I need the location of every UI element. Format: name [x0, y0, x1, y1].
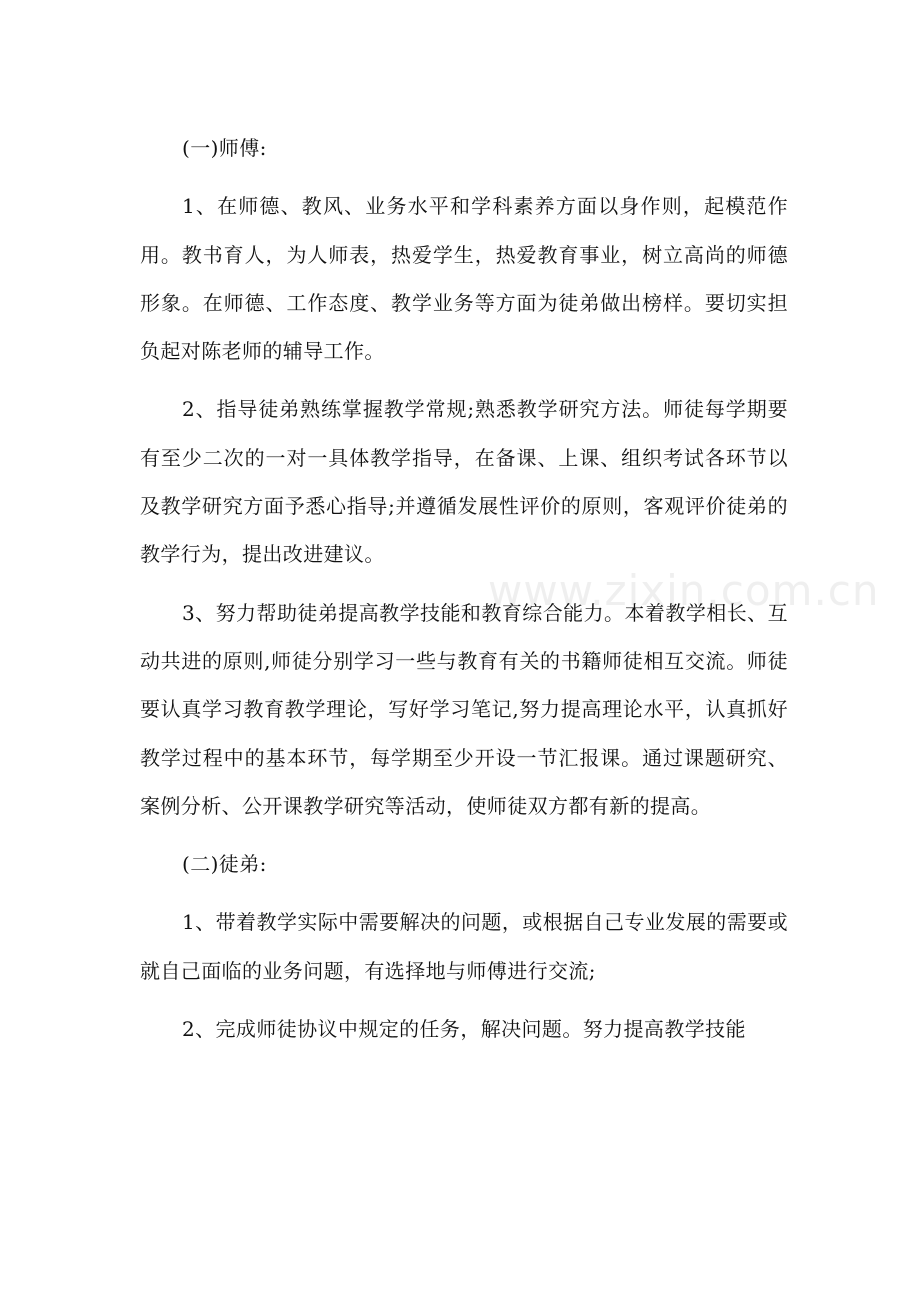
mentor-duty-1: 1、在师德、教风、业务水平和学科素养方面以身作则，起模范作用。教书育人，为人师表，热爱学生，热爱教育事业，树立高尚的师德形象。在师德、工作态度、教学业务等方面为徒弟做出榜样。要切实担负起对陈老师的辅导工作。: [140, 194, 788, 364]
document-body: [140, 124, 788, 1053]
apprentice-duty-1: 1、带着教学实际中需要解决的问题，或根据自己专业发展的需要或就自己面临的业务问题，有选择地与师傅进行交流;: [140, 910, 788, 983]
mentor-duty-3: 3、努力帮助徒弟提高教学技能和教育综合能力。本着教学相长、互动共进的原则,师徒分别学习一些与教育有关的书籍师徒相互交流。师徒要认真学习教育教学理论，写好学习笔记,努力提高理论水平，认真抓好教学过程中的基本环节，每学期至少开设一节汇报课。通过课题研究、案例分析、公开课教学研究等活动，使师徒双方都有新的提高。: [140, 600, 788, 818]
section-heading-mentor: (一)师傅:: [182, 136, 267, 160]
watermark: www.zixin.com.cn: [488, 566, 880, 615]
mentor-duty-2: 2、指导徒弟熟练掌握教学常规;熟悉教学研究方法。师徒每学期要有至少二次的一对一具体教学指导，在备课、上课、组织考试各环节以及教学研究方面予悉心指导;并遵循发展性评价的原则，客观评价徒弟的教学行为，提出改进建议。: [140, 397, 788, 567]
section-heading-apprentice: (二)徒弟:: [182, 852, 267, 877]
apprentice-duty-2: 2、完成师徒协议中规定的任务，解决问题。努力提高教学技能: [182, 1017, 746, 1042]
